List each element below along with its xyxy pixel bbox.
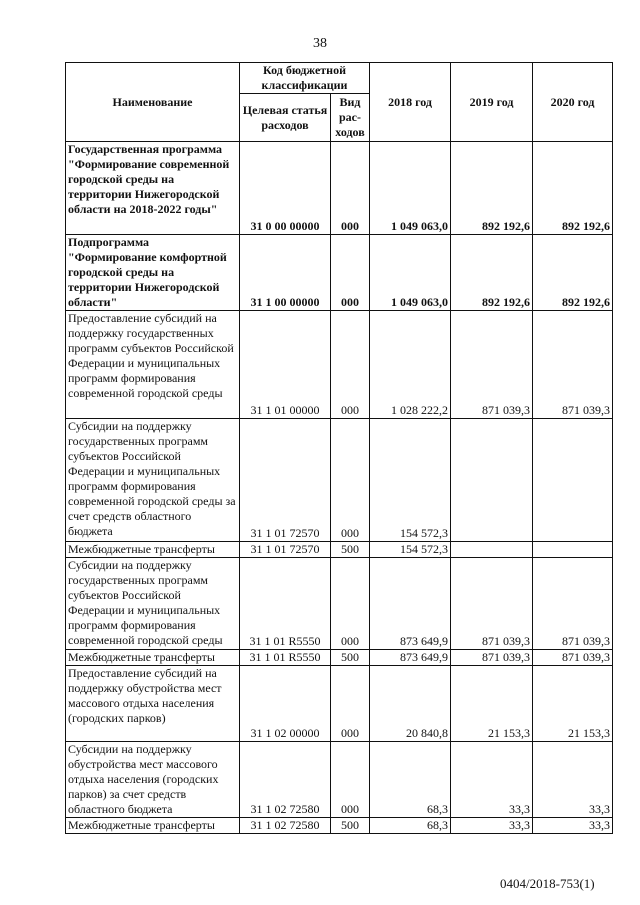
row-value-2018: 68,3 xyxy=(370,818,451,834)
row-value-2020: 21 153,3 xyxy=(533,666,613,742)
budget-table xyxy=(65,62,613,834)
table-row xyxy=(66,666,613,742)
row-value-2019: 21 153,3 xyxy=(451,666,533,742)
row-value-2019 xyxy=(451,419,533,542)
row-value-2018: 154 572,3 xyxy=(370,419,451,542)
table-row xyxy=(66,542,613,558)
row-target-article: 31 1 01 R5550 xyxy=(240,558,331,650)
row-value-2018: 873 649,9 xyxy=(370,650,451,666)
table-row xyxy=(66,558,613,650)
row-expense-type: 000 xyxy=(331,742,370,818)
header-target-article: Целевая статья расходов xyxy=(240,94,331,142)
row-value-2018: 1 049 063,0 xyxy=(370,142,451,235)
row-value-2018: 154 572,3 xyxy=(370,542,451,558)
table-row xyxy=(66,419,613,542)
row-value-2020: 871 039,3 xyxy=(533,650,613,666)
table-row xyxy=(66,311,613,419)
row-value-2020: 33,3 xyxy=(533,818,613,834)
row-value-2020: 33,3 xyxy=(533,742,613,818)
row-target-article: 31 1 01 00000 xyxy=(240,311,331,419)
row-value-2019: 871 039,3 xyxy=(451,311,533,419)
header-year-2020: 2020 год xyxy=(533,63,613,142)
row-target-article: 31 0 00 00000 xyxy=(240,142,331,235)
row-value-2020: 871 039,3 xyxy=(533,558,613,650)
row-target-article: 31 1 01 72570 xyxy=(240,542,331,558)
row-name: Субсидии на поддержку обустройства мест массового отдыха населения (городских парков) за счет средств областного бюджета xyxy=(66,742,240,818)
page-number: 38 xyxy=(313,36,327,51)
row-value-2019 xyxy=(451,542,533,558)
row-value-2020: 871 039,3 xyxy=(533,311,613,419)
row-value-2020 xyxy=(533,542,613,558)
row-name: Межбюджетные трансферты xyxy=(66,818,240,834)
row-value-2020: 892 192,6 xyxy=(533,142,613,235)
row-value-2018: 20 840,8 xyxy=(370,666,451,742)
row-value-2020: 892 192,6 xyxy=(533,235,613,311)
row-value-2019: 33,3 xyxy=(451,818,533,834)
row-value-2019: 33,3 xyxy=(451,742,533,818)
header-year-2019: 2019 год xyxy=(451,63,533,142)
row-target-article: 31 1 02 72580 xyxy=(240,818,331,834)
row-expense-type: 000 xyxy=(331,419,370,542)
row-expense-type: 500 xyxy=(331,650,370,666)
row-name: Предоставление субсидий на поддержку государственных программ субъектов Российской Федерации и муниципальных программ формирования современной городской среды xyxy=(66,311,240,419)
row-expense-type: 500 xyxy=(331,818,370,834)
row-expense-type: 500 xyxy=(331,542,370,558)
row-value-2019: 871 039,3 xyxy=(451,650,533,666)
row-name: Субсидии на поддержку государственных программ субъектов Российской Федерации и муниципальных программ формирования современной городской среды за счет средств областного бюджета xyxy=(66,419,240,542)
row-target-article: 31 1 02 00000 xyxy=(240,666,331,742)
row-expense-type: 000 xyxy=(331,235,370,311)
row-expense-type: 000 xyxy=(331,311,370,419)
table-row xyxy=(66,742,613,818)
row-name: Государственная программа "Формирование современной городской среды на территории Нижегородской области на 2018-2022 годы" xyxy=(66,142,240,235)
row-value-2018: 873 649,9 xyxy=(370,558,451,650)
header-code-group: Код бюджетной классификации xyxy=(240,63,370,94)
row-name: Межбюджетные трансферты xyxy=(66,650,240,666)
row-value-2019: 892 192,6 xyxy=(451,235,533,311)
row-name: Субсидии на поддержку государственных программ субъектов Российской Федерации и муниципальных программ формирования современной городской среды xyxy=(66,558,240,650)
row-target-article: 31 1 00 00000 xyxy=(240,235,331,311)
header-year-2018: 2018 год xyxy=(370,63,451,142)
row-expense-type: 000 xyxy=(331,558,370,650)
row-value-2019: 892 192,6 xyxy=(451,142,533,235)
row-value-2019: 871 039,3 xyxy=(451,558,533,650)
table-body xyxy=(66,142,613,834)
row-value-2020 xyxy=(533,419,613,542)
row-expense-type: 000 xyxy=(331,142,370,235)
row-value-2018: 68,3 xyxy=(370,742,451,818)
table-row xyxy=(66,142,613,235)
row-value-2018: 1 028 222,2 xyxy=(370,311,451,419)
row-value-2018: 1 049 063,0 xyxy=(370,235,451,311)
row-target-article: 31 1 01 72570 xyxy=(240,419,331,542)
row-name: Предоставление субсидий на поддержку обустройства мест массового отдыха населения (городских парков) xyxy=(66,666,240,742)
row-expense-type: 000 xyxy=(331,666,370,742)
table-row xyxy=(66,650,613,666)
table-row xyxy=(66,235,613,311)
header-expense-type: Вид рас-ходов xyxy=(331,94,370,142)
header-name: Наименование xyxy=(66,63,240,142)
row-target-article: 31 1 02 72580 xyxy=(240,742,331,818)
row-name: Межбюджетные трансферты xyxy=(66,542,240,558)
row-target-article: 31 1 01 R5550 xyxy=(240,650,331,666)
document-code: 0404/2018-753(1) xyxy=(500,876,595,891)
table-row xyxy=(66,818,613,834)
row-name: Подпрограмма "Формирование комфортной городской среды на территории Нижегородской области" xyxy=(66,235,240,311)
